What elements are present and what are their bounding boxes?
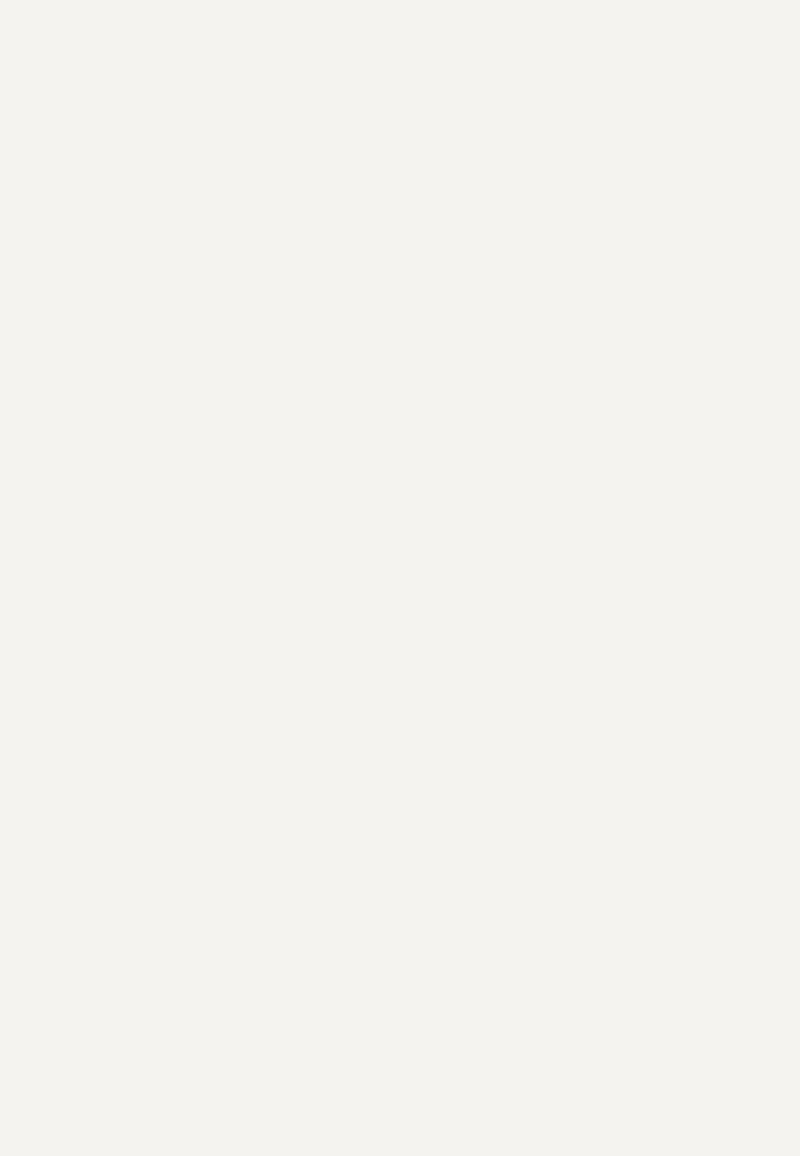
ornament-border [150,84,705,120]
